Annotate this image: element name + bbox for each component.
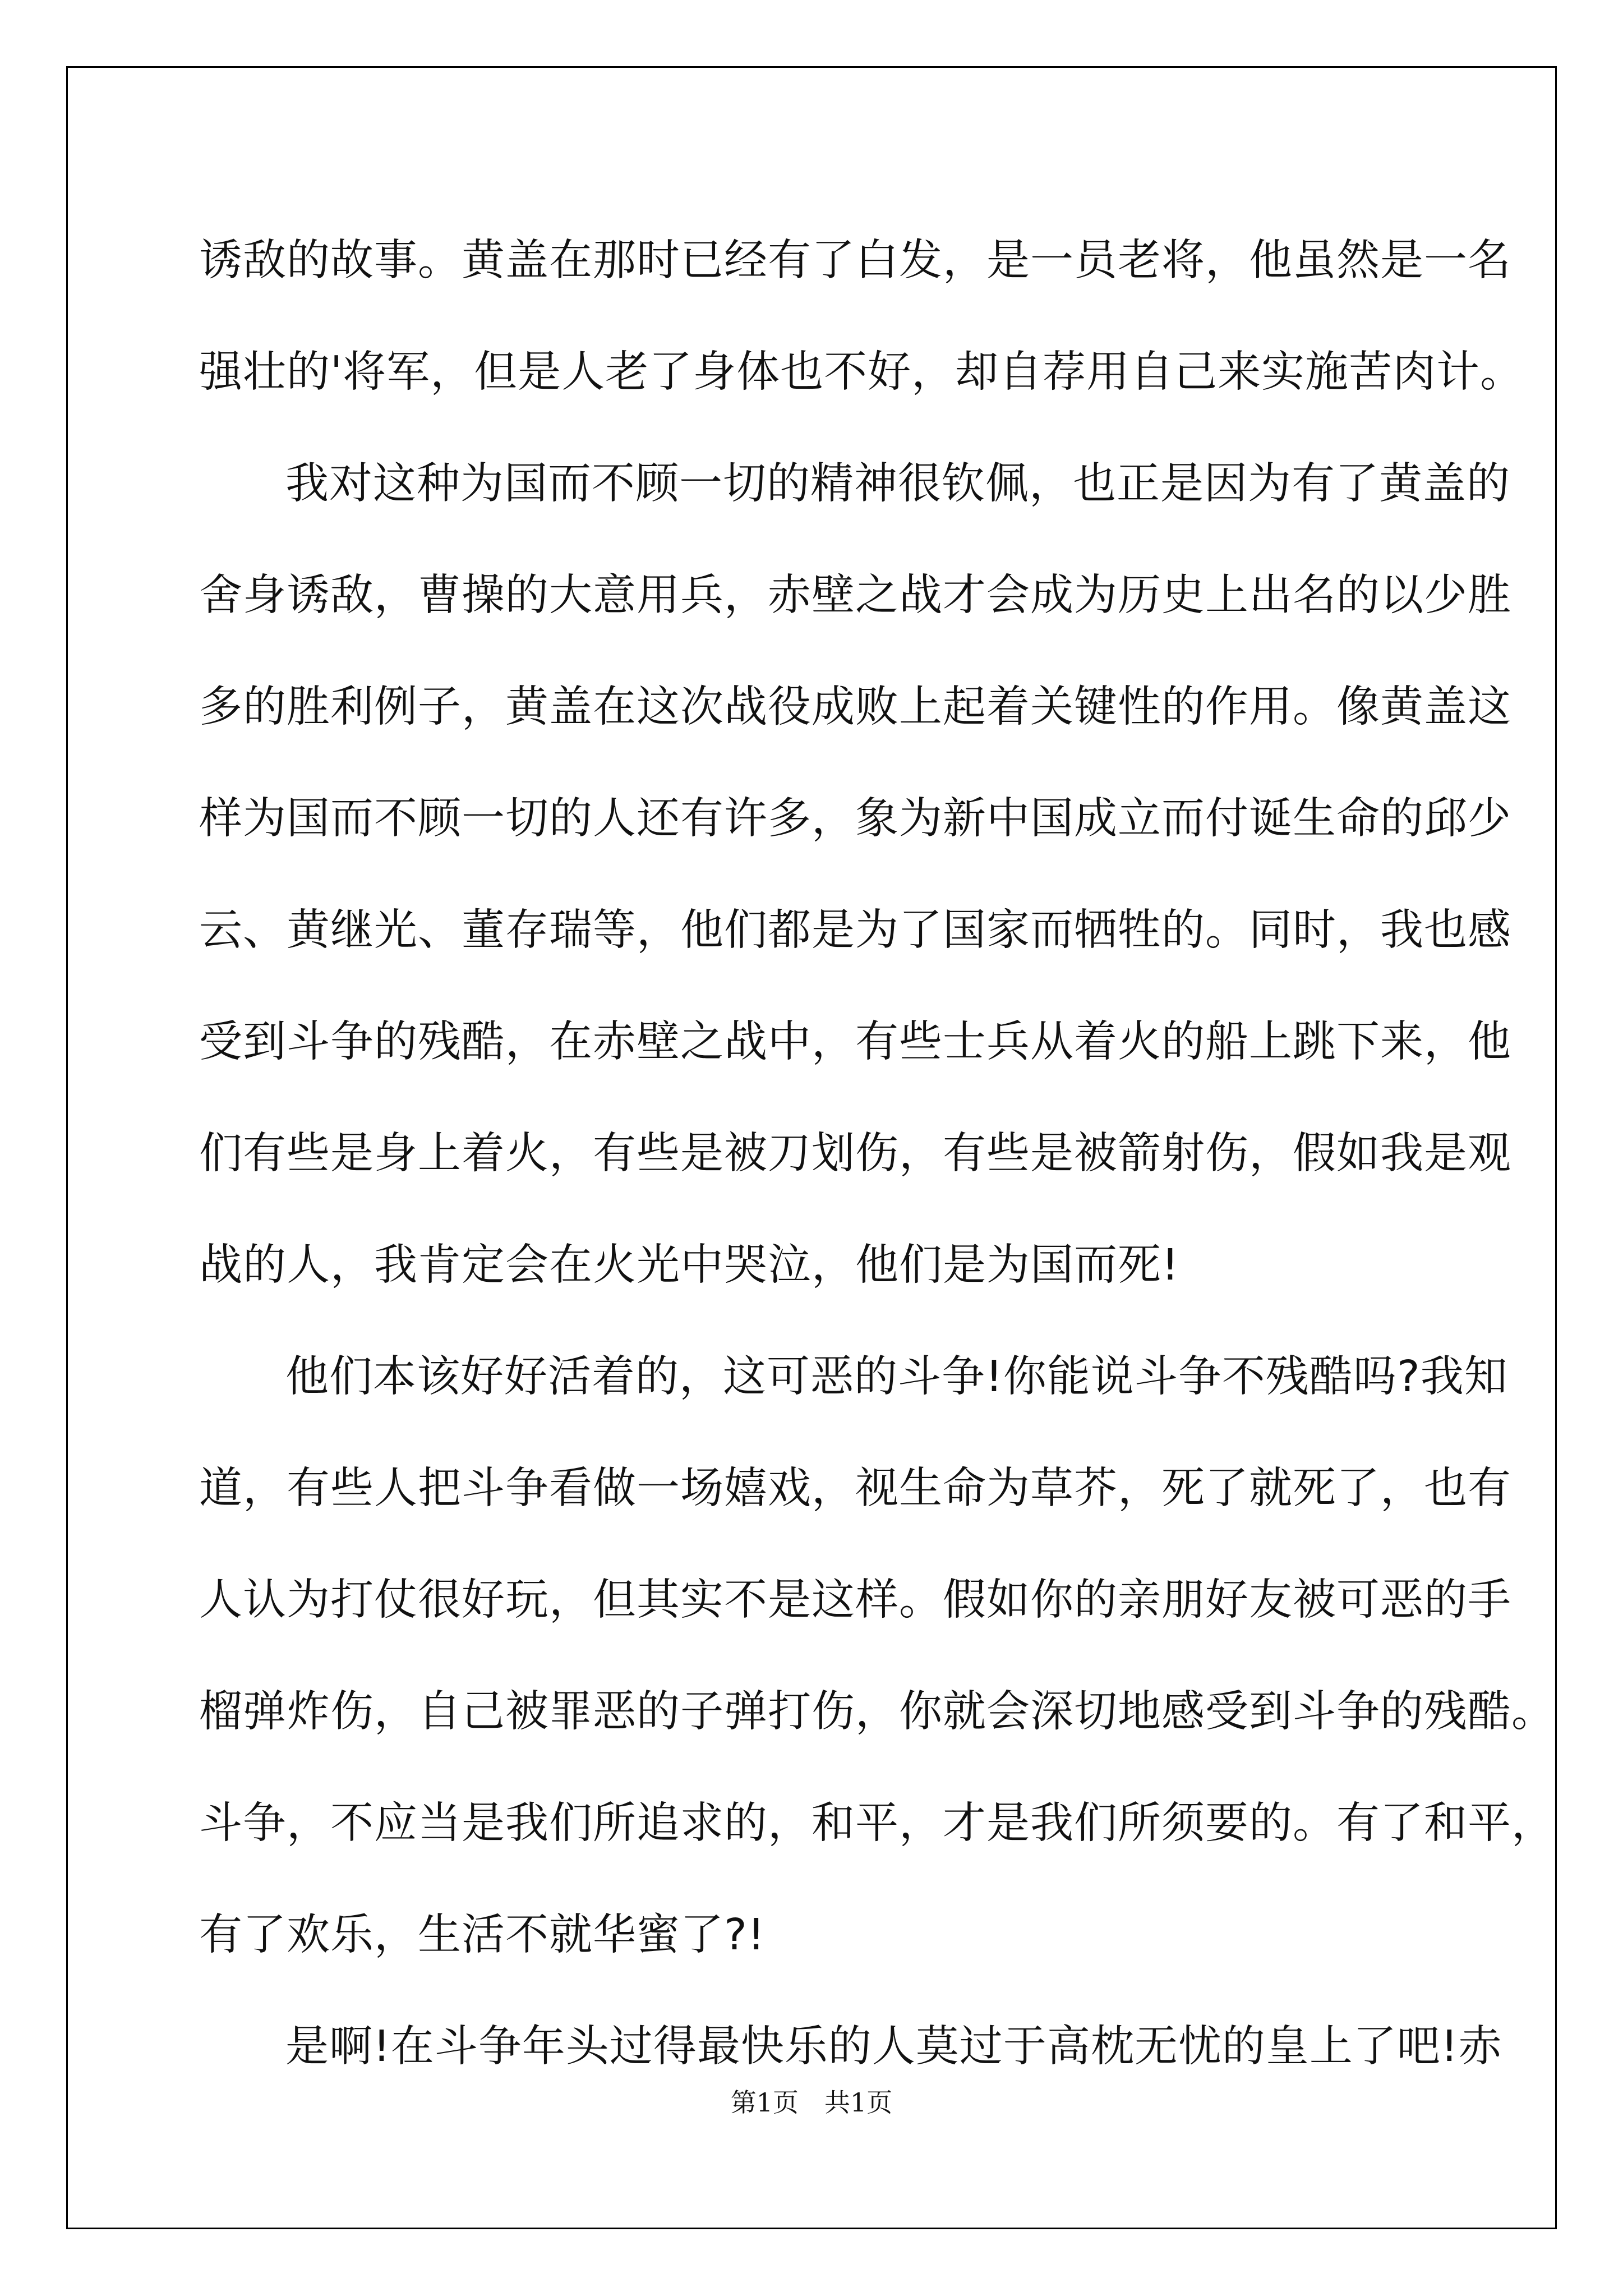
text-line: 舍身诱敌，曹操的大意用兵，赤壁之战才会成为历史上出名的以少胜 xyxy=(199,570,1511,620)
text-line: 有了欢乐，生活不就华蜜了?! xyxy=(199,1910,766,1960)
text-line: 多的胜利例子，黄盖在这次战役成败上起着关键性的作用。像黄盖这 xyxy=(199,682,1511,732)
text-line: 他们本该好好活着的，这可恶的斗争!你能说斗争不残酷吗?我知 xyxy=(285,1352,1508,1402)
text-line: 样为国而不顾一切的人还有许多，象为新中国成立而付诞生命的邱少 xyxy=(199,794,1511,844)
text-line: 榴弹炸伤，自己被罪恶的子弹打伤，你就会深切地感受到斗争的残酷。 xyxy=(199,1687,1555,1737)
text-line: 我对这种为国而不顾一切的精神很钦佩，也正是因为有了黄盖的 xyxy=(285,459,1510,509)
text-line: 是啊!在斗争年头过得最快乐的人莫过于高枕无忧的皇上了吧!赤 xyxy=(285,2022,1502,2072)
text-line: 斗争，不应当是我们所追求的，和平，才是我们所须要的。有了和平， xyxy=(199,1798,1555,1848)
page-footer xyxy=(0,2082,1623,2119)
text-line: 们有些是身上着火，有些是被刀划伤，有些是被箭射伤，假如我是观 xyxy=(199,1129,1511,1179)
text-line: 受到斗争的残酷，在赤壁之战中，有些士兵从着火的船上跳下来，他 xyxy=(199,1017,1511,1067)
text-line: 人认为打仗很好玩，但其实不是这样。假如你的亲朋好友被可恶的手 xyxy=(199,1575,1511,1625)
text-line: 战的人，我肯定会在火光中哭泣，他们是为国而死! xyxy=(199,1240,1179,1290)
text-line: 道，有些人把斗争看做一场嬉戏，视生命为草芥，死了就死了，也有 xyxy=(199,1464,1511,1513)
document-body xyxy=(199,205,1555,2102)
text-line: 云、黄继光、董存瑞等，他们都是为了国家而牺牲的。同时，我也感 xyxy=(199,905,1511,955)
text-line: 诱敌的故事。黄盖在那时已经有了白发，是一员老将，他虽然是一名 xyxy=(199,236,1511,286)
text-line: 强壮的'将军，但是人老了身体也不好，却自荐用自己来实施苦肉计。 xyxy=(199,347,1524,397)
page-number: 第1页 xyxy=(730,2087,799,2118)
page-total: 共1页 xyxy=(824,2087,893,2118)
